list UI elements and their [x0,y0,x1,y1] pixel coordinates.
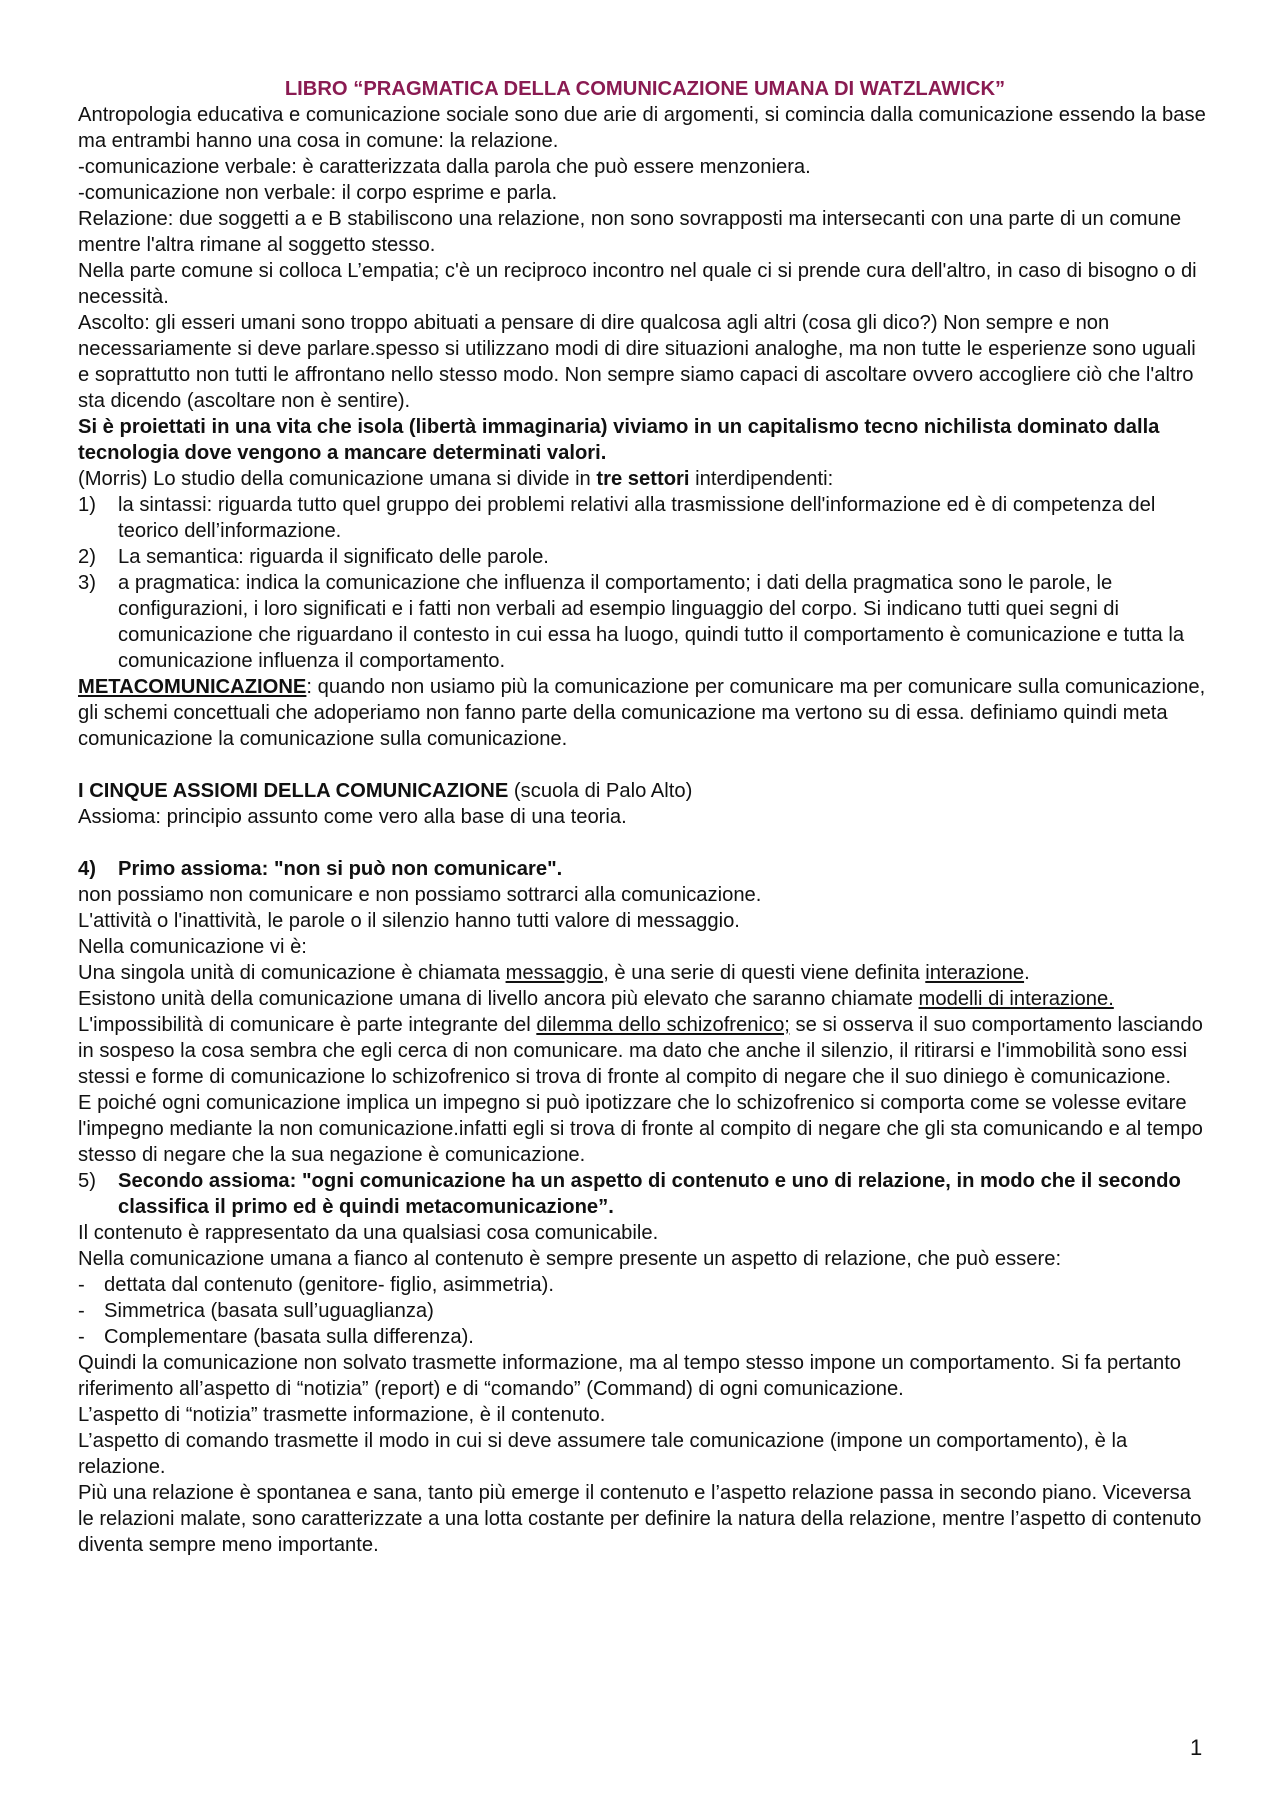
dash-bullet: - [78,1300,85,1322]
paragraph-morris [78,466,1212,492]
list-item-secondo-assioma [78,1168,1212,1220]
page-number: 1 [1190,1735,1203,1760]
heading-assiomi [78,778,1212,804]
dash-item [78,1324,1212,1350]
metacomunicazione-text: : quando non usiamo più la comunicazione per comunicare ma per comunicare sulla comunicazione, gli schemi concettuali che adoperiamo non fanno parte della comunicazione ma vertono su di essa. definiamo quindi meta comunicazione la comunicazione sulla comunicazione. [78,676,1206,750]
list-text: la sintassi: riguarda tutto quel gruppo dei problemi relativi alla trasmissione dell'informazione ed è di competenza del teorico dell’informazione. [118,494,1156,542]
paragraph-relazione: Relazione: due soggetti a e B stabiliscono una relazione, non sono sovrapposti ma intersecanti con una parte di un comune mentre l'altra rimane al soggetto stesso. [78,208,1182,256]
paragraph: L’aspetto di comando trasmette il modo in cui si deve assumere tale comunicazione (impone un comportamento), è la relazione. [78,1430,1128,1478]
document-title: LIBRO “PRAGMATICA DELLA COMUNICAZIONE UMANA DI WATZLAWICK” [284,78,1006,100]
list-item [78,492,1212,544]
document-page [78,76,1212,1558]
metacomunicazione-term: METACOMUNICAZIONE [78,676,307,698]
paragraph-ascolto: Ascolto: gli esseri umani sono troppo abituati a pensare di dire qualcosa agli altri (cosa gli dico?) Non sempre e non necessariamente si deve parlare.spesso si utilizzano modi di dire situazioni analoghe, ma non tutte le esperienze sono uguali e soprattutto non tutti le affrontano nello stesso modo. Non sempre siamo capaci di ascoltare ovvero accogliere ciò che l'altro sta dicendo (ascoltare non è sentire). [78,312,1196,412]
paragraph-messaggio [78,960,1212,986]
paragraph: Quindi la comunicazione non solvato trasmette informazione, ma al tempo stesso impone un comportamento. Si fa pertanto riferimento all’aspetto di “notizia” (report) e di “comando” (Command) di ogni comunicazione. [78,1352,1182,1400]
dash-item [78,1272,1212,1298]
paragraph-bold-statement: Si è proiettati in una vita che isola (libertà immaginaria) viviamo in un capitalismo tecno nichilista dominato dalla tecnologia dove vengono a mancare determinati valori. [78,416,1160,464]
spacer [78,752,1212,778]
paragraph: E poiché ogni comunicazione implica un impegno si può ipotizzare che lo schizofrenico si comporta come se volesse evitare l'impegno mediante la non comunicazione.infatti egli si trova di fronte al compito di negare che gli sta comunicando e al tempo stesso di negare che la sua negazione è comunicazione. [78,1092,1203,1166]
morris-text-end: interdipendenti: [689,468,834,490]
underlined-term: messaggio [505,962,604,984]
list-item [78,544,1212,570]
dash-text: dettata dal contenuto (genitore- figlio, asimmetria). [104,1274,554,1296]
paragraph-verbal: -comunicazione verbale: è caratterizzata dalla parola che può essere menzoniera. [78,156,811,178]
assiomi-heading-bold: I CINQUE ASSIOMI DELLA COMUNICAZIONE [78,780,509,802]
list-number: 2) [78,546,96,568]
paragraph: Più una relazione è spontanea e sana, tanto più emerge il contenuto e l’aspetto relazione passa in secondo piano. Viceversa le relazioni malate, sono caratterizzate a una lotta costante per definire la natura della relazione, mentre l’aspetto di contenuto diventa sempre meno importante. [78,1482,1202,1556]
paragraph-schizofrenico [78,1012,1212,1090]
paragraph: L'attività o l'inattività, le parole o il silenzio hanno tutti valore di messaggio. [78,910,740,932]
list-item-primo-assioma [78,856,1212,882]
paragraph: Nella comunicazione umana a fianco al contenuto è sempre presente un aspetto di relazione, che può essere: [78,1248,1062,1270]
dash-text: Simmetrica (basata sull’uguaglianza) [104,1300,434,1322]
paragraph: non possiamo non comunicare e non possiamo sottrarci alla comunicazione. [78,884,762,906]
underlined-term: dilemma dello schizofrenico; [536,1014,790,1036]
list-text: Secondo assioma: "ogni comunicazione ha un aspetto di contenuto e uno di relazione, in modo che il secondo classifica il primo ed è quindi metacomunicazione”. [118,1170,1181,1218]
text: . [1024,962,1030,984]
paragraph: L’aspetto di “notizia” trasmette informazione, è il contenuto. [78,1404,606,1426]
text: se si osserva il suo comportamento lasciando in sospeso la cosa sembra che egli cerca di non comunicare. ma dato che anche il silenzio, il ritirarsi e l'immobilità sono essi stessi e forme di comunicazione lo schizofrenico si trova di fronte al compito di negare che il suo diniego è comunicazione. [78,1014,1203,1088]
paragraph: Il contenuto è rappresentato da una qualsiasi cosa comunicabile. [78,1222,659,1244]
underlined-term: interazione [925,962,1025,984]
paragraph-intro: Antropologia educativa e comunicazione sociale sono due arie di argomenti, si comincia dalla comunicazione essendo la base ma entrambi hanno una cosa in comune: la relazione. [78,104,1206,152]
text: Una singola unità di comunicazione è chiamata [78,962,506,984]
list-number: 4) [78,858,96,880]
text: Esistono unità della comunicazione umana di livello ancora più elevato che saranno chiamate [78,988,919,1010]
list-number: 1) [78,494,96,516]
dash-text: Complementare (basata sulla differenza). [104,1326,474,1348]
paragraph-empatia: Nella parte comune si colloca L’empatia; c'è un reciproco incontro nel quale ci si prende cura dell'altro, in caso di bisogno o di necessità. [78,260,1197,308]
list-text: Primo assioma: "non si può non comunicare". [118,858,563,880]
morris-text: (Morris) Lo studio della comunicazione umana si divide in [78,468,597,490]
text: , è una serie di questi viene definita [603,962,926,984]
list-text: La semantica: riguarda il significato delle parole. [118,546,549,568]
paragraph-metacomunicazione [78,674,1212,752]
dash-item [78,1298,1212,1324]
dash-bullet: - [78,1274,85,1296]
list-item [78,570,1212,674]
list-number: 3) [78,572,96,594]
paragraph-nonverbal: -comunicazione non verbale: il corpo esprime e parla. [78,182,558,204]
list-number: 5) [78,1170,96,1192]
dash-bullet: - [78,1326,85,1348]
morris-bold: tre settori [596,468,690,490]
assiomi-heading-rest: (scuola di Palo Alto) [508,780,693,802]
paragraph-assioma-definition: Assioma: principio assunto come vero alla base di una teoria. [78,806,627,828]
spacer [78,830,1212,856]
paragraph-modelli [78,986,1212,1012]
paragraph: Nella comunicazione vi è: [78,936,307,958]
text: L'impossibilità di comunicare è parte integrante del [78,1014,537,1036]
list-text: a pragmatica: indica la comunicazione che influenza il comportamento; i dati della pragmatica sono le parole, le configurazioni, i loro significati e i fatti non verbali ad esempio linguaggio del corpo. Si indicano tutti quei segni di comunicazione che riguardano il contesto in cui essa ha luogo, quindi tutto il comportamento è comunicazione e tutta la comunicazione influenza il comportamento. [118,572,1185,672]
underlined-term: modelli di interazione. [918,988,1114,1010]
